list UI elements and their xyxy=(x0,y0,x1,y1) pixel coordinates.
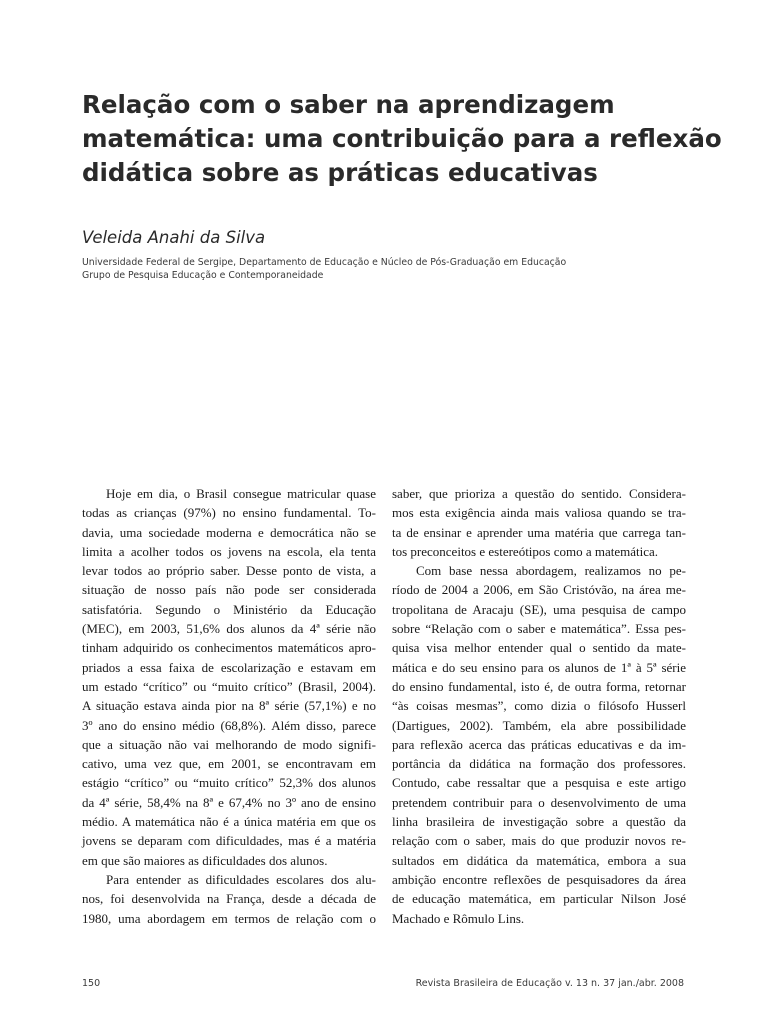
text-line: do ensino fundamental, isto é, de outra forma, retornar xyxy=(392,678,686,694)
text-line: linha brasileira de investigação sobre a questão da xyxy=(392,814,686,830)
text-line: limita a acolher todos os jovens na escola, ela tenta xyxy=(82,543,376,559)
text-line: pretendem contribuir para o desenvolvimento de uma xyxy=(392,794,686,810)
text-line: cativo, uma vez que, em 2001, se encontravam em xyxy=(82,756,376,772)
page-number: 150 xyxy=(82,978,101,989)
text-line: ambição encontre reflexões de pesquisadores da área xyxy=(392,871,686,887)
text-line: Com base nessa abordagem, realizamos no pe- xyxy=(416,563,686,579)
title-line: didática sobre as práticas educativas xyxy=(82,158,598,187)
affiliation-line: Universidade Federal de Sergipe, Departamento de Educação e Núcleo de Pós-Graduação em Educação xyxy=(82,257,567,268)
text-line: situação de nosso país não pode ser considerada xyxy=(82,582,376,598)
text-line: todas as crianças (97%) no ensino fundamental. To- xyxy=(82,505,376,521)
text-line: da 4ª série, 58,4% na 8ª e 67,4% no 3º ano de ensino xyxy=(82,794,376,810)
text-line: Hoje em dia, o Brasil consegue matricular quase xyxy=(106,486,376,501)
text-line: “às coisas mesmas”, como dizia o filósofo Husserl xyxy=(392,698,686,714)
text-line: (Dartigues, 2002). Também, ela abre possibilidade xyxy=(392,717,686,733)
text-line: sultados em didática da matemática, embora a sua xyxy=(392,852,686,868)
text-line: em que são maiores as dificuldades dos alunos. xyxy=(82,852,328,868)
body-column-left xyxy=(82,484,376,928)
title-line: matemática: uma contribuição para a reflexão xyxy=(82,124,722,153)
author-name: Veleida Anahi da Silva xyxy=(82,228,266,247)
text-line: sobre “Relação com o saber e matemática”. Essa pes- xyxy=(392,621,686,637)
text-line: (MEC), em 2003, 51,6% dos alunos da 4ª série não xyxy=(82,621,376,637)
text-line: mática e do seu ensino para os alunos de 1ª à 5ª série xyxy=(392,659,686,675)
text-line: de educação matemática, em particular Nilson José xyxy=(392,891,686,907)
text-line: tos preconceitos e estereótipos como a matemática. xyxy=(392,543,659,559)
text-line: ta de ensinar e aprender uma matéria que carrega tan- xyxy=(392,524,686,540)
text-line: um estado “crítico” ou “muito crítico” (Brasil, 2004). xyxy=(82,678,376,694)
text-line: Para entender as dificuldades escolares dos alu- xyxy=(106,871,376,887)
text-line: 1980, uma abordagem em termos de relação com o xyxy=(82,910,376,926)
text-line: quisa visa melhor entender qual o sentido da mate- xyxy=(392,640,686,656)
text-line: davia, uma sociedade moderna e democrática não se xyxy=(82,524,376,540)
text-line: tropolitana de Aracaju (SE), uma pesquisa de campo xyxy=(392,601,686,617)
affiliation-line: Grupo de Pesquisa Educação e Contemporaneidade xyxy=(82,270,324,281)
article-title xyxy=(82,88,722,190)
text-line: nos, foi desenvolvida na França, desde a década de xyxy=(82,891,376,907)
text-line: médio. A matemática não é a única matéria em que os xyxy=(82,814,376,830)
text-line: Machado e Rômulo Lins. xyxy=(392,910,525,926)
text-line: Contudo, cabe ressaltar que a pesquisa e este artigo xyxy=(392,775,686,791)
text-line: mos esta exigência ainda mais valiosa quando se tra- xyxy=(392,505,686,521)
text-line: levar todos ao próprio saber. Desse ponto de vista, a xyxy=(82,563,376,579)
text-line: priados a essa faixa de escolarização e estavam em xyxy=(82,659,376,675)
text-line: satisfatória. Segundo o Ministério da Educação xyxy=(82,601,376,617)
text-line: portância da didática na formação dos professores. xyxy=(392,756,686,772)
text-line: relação com o saber, mais do que produzir novos re- xyxy=(392,833,686,849)
text-line: para reflexão acerca das práticas educativas e da im- xyxy=(392,736,686,752)
text-line: ríodo de 2004 a 2006, em São Cristóvão, na área me- xyxy=(392,582,686,598)
text-line: A situação estava ainda pior na 8ª série (57,1%) e no xyxy=(82,698,376,714)
journal-citation: Revista Brasileira de Educação v. 13 n. 37 jan./abr. 2008 xyxy=(415,978,684,989)
title-line: Relação com o saber na aprendizagem xyxy=(82,90,615,119)
body-column-right xyxy=(392,484,686,928)
text-line: tinham adquirido os conhecimentos matemáticos apro- xyxy=(82,640,376,656)
text-line: jovens se deparam com dificuldades, mas é a matéria xyxy=(82,833,376,849)
text-line: que a situação não vai melhorando de modo signifi- xyxy=(82,736,376,752)
text-line: saber, que prioriza a questão do sentido. Considera- xyxy=(392,486,686,501)
text-line: 3º ano do ensino médio (68,8%). Além disso, parece xyxy=(82,717,376,733)
author-affiliation xyxy=(82,256,566,282)
text-line: estágio “crítico” ou “muito crítico” 52,3% dos alunos xyxy=(82,775,376,791)
